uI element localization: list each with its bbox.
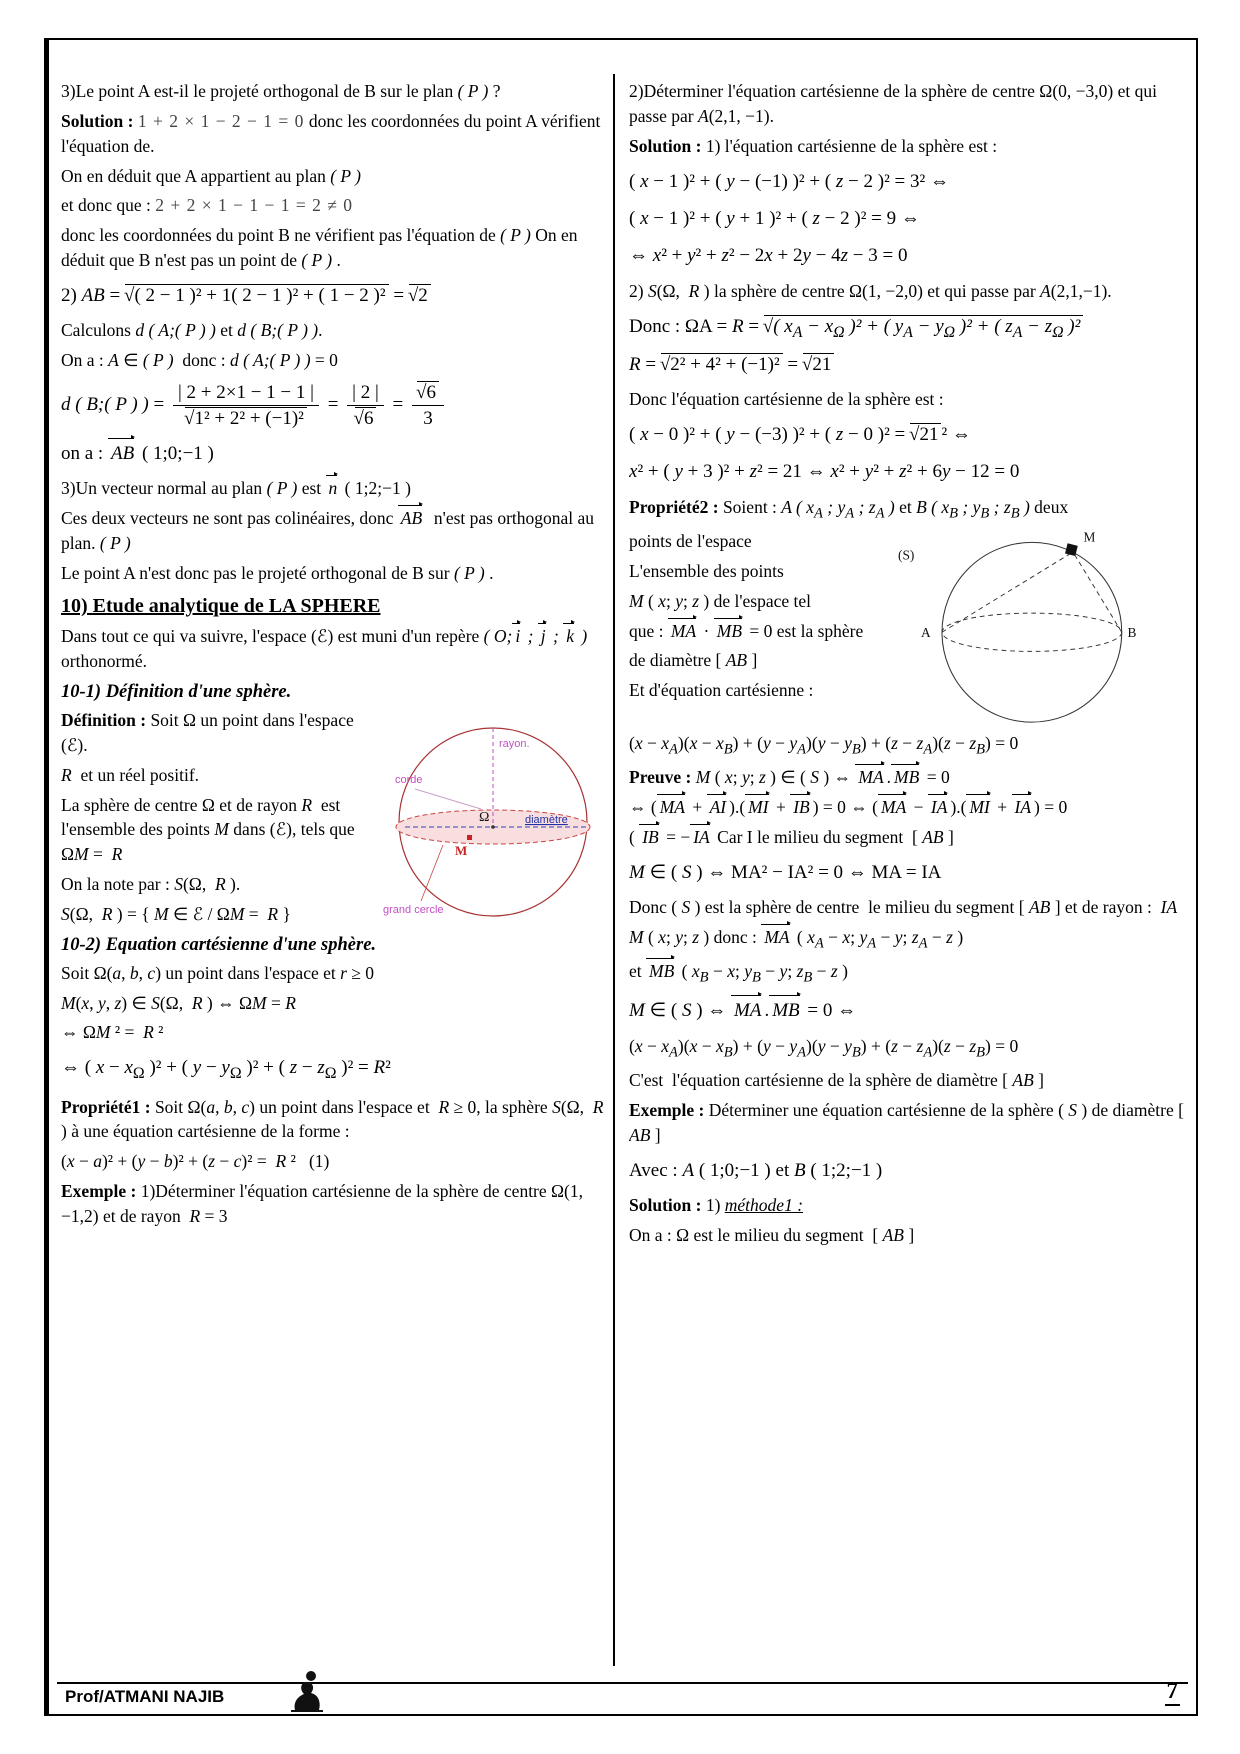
footer	[49, 1650, 1196, 1714]
text-line: Ces deux vecteurs ne sont pas colinéaires, donc AB n'est pas orthogonal au plan. ( P )	[61, 507, 595, 553]
formula-line: x² + ( y + 3 )² + z² = 21 ⇔ x² + y² + z² + 6y − 12 = 0	[629, 461, 1020, 483]
exemple-paragraph: Exemple : 1)Déterminer l'équation cartésienne de la sphère de centre Ω(1, −1,2) et de rayon R = 3	[61, 1181, 583, 1227]
text-line: Donc ( S ) est la sphère de centre le milieu du segment [ AB ] et de rayon : IA	[629, 897, 1178, 918]
label-point-m: M	[1083, 529, 1096, 545]
text-line: 3)Un vecteur normal au plan ( P ) est n ( 1;2;−1 )	[61, 476, 609, 501]
formula-line: 2) AB = √ ( 2 − 1 )² + 1( 2 − 1 )² + ( 1 − 2 )² = √ 2	[61, 281, 609, 310]
label-rayon: rayon.	[499, 738, 530, 751]
formula-line: ( x − 1 )² + ( y + 1 )² + ( z − 2 )² = 9 ⇔	[629, 207, 920, 229]
text-line: que : MA · MB = 0 est la sphère	[629, 619, 1189, 644]
formula-line: ⇔ x² + y² + z² − 2x + 2y − 4z − 3 = 0	[629, 245, 908, 267]
text-line: 2) S(Ω, R ) la sphère de centre Ω(1, −2,0) et qui passe par A(2,1,−1).	[629, 280, 1112, 301]
text-line: M(x, y, z) ∈ S(Ω, R ) ⇔ ΩM = R	[61, 992, 296, 1013]
solution-paragraph: Solution : 1) l'équation cartésienne de la sphère est :	[629, 135, 998, 156]
text-line: On a : A ∈ ( P ) donc : d ( A;( P ) ) = 0	[61, 350, 338, 371]
solution-methode-paragraph: Solution : 1) méthode1 :	[629, 1194, 804, 1215]
text-line: Soit Ω(a, b, c) un point dans l'espace et r ≥ 0	[61, 962, 375, 983]
text-line: Calculons d ( A;( P ) ) et d ( B;( P ) ).	[61, 320, 323, 341]
segment-bm	[1073, 552, 1122, 632]
text-line: ⇔ ΩM ² = R ²	[61, 1022, 164, 1043]
text-line: de diamètre [ AB ]	[629, 650, 758, 671]
footer-author: Prof/ATMANI NAJIB	[65, 1687, 225, 1706]
text-line: 2)Déterminer l'équation cartésienne de la sphère de centre Ω(0, −3,0) et qui passe par A(2,1, −1).	[629, 81, 1157, 126]
label-point-a: A	[920, 625, 931, 641]
text-line: Et d'équation cartésienne :	[629, 680, 814, 701]
text-line: R et un réel positif.	[61, 764, 200, 785]
sphere-outline	[942, 542, 1122, 722]
formula-line: (x − a)² + (y − b)² + (z − c)² = R ² (1)	[61, 1151, 330, 1172]
sphere-diameter-diagram	[871, 529, 1189, 727]
label-corde: corde	[395, 774, 423, 787]
page-number: 7	[1165, 1678, 1181, 1706]
text-line: Le point A n'est donc pas le projeté orthogonal de B sur ( P ) .	[61, 562, 494, 583]
propriete1-paragraph: Propriété1 : Soit Ω(a, b, c) un point dans l'espace et R ≥ 0, la sphère S(Ω, R ) à une équation cartésienne de la forme :	[61, 1096, 604, 1142]
text-line: On a : Ω est le milieu du segment [ AB ]	[629, 1224, 915, 1245]
formula-line: R = √ 2² + 4² + (−1)² = √ 21	[629, 350, 1189, 379]
text-line: L'ensemble des points	[629, 560, 784, 581]
propriete2-paragraph: Propriété2 : Soient : A ( $x_A$ ; $y_A$ ; $z_A$ ) et B ( $x_B$ ; $y_B$ ; $z_B$ ) deux	[629, 496, 1069, 522]
chord-line	[415, 789, 481, 809]
formula-line: on a : AB ( 1;0;−1 )	[61, 439, 609, 468]
formula-line: $(x - x_A)(x - x_B) + (y - y_A)(y - y_B) + (z - z_A)(z - z_B) = 0$	[629, 1035, 1019, 1061]
text-line: ( IB = − IA Car I le milieu du segment [ AB ]	[629, 825, 1189, 850]
column-divider	[613, 74, 615, 1666]
formula-line: M ( x; y; z ) donc : MA ( $x_A - x$; $y_A - y$; $z_A - z$ )	[629, 927, 964, 952]
equator-ellipse	[942, 613, 1122, 651]
label-grand-cercle: grand cercle	[383, 904, 444, 917]
question-projete-orthogonal: 3)Le point A est-il le projeté orthogonal de B sur le plan ( P ) ?	[61, 81, 501, 101]
text-line: La sphère de centre Ω et de rayon R est l'ensemble des points M dans (ℰ), tels que ΩM = R	[61, 794, 355, 865]
formula-line: ( x − 1 )² + ( y − (−1) )² + ( z − 2 )² = 3² ⇔	[629, 170, 949, 192]
label-sphere-s: (S)	[898, 547, 915, 563]
text-line: S(Ω, R ) = { M ∈ ℰ / ΩM = R }	[61, 903, 291, 924]
sphere-definition-diagram	[381, 707, 609, 925]
exemple-paragraph: Exemple : Déterminer une équation cartésienne de la sphère ( S ) de diamètre [ AB ]	[629, 1099, 1184, 1145]
center-point	[491, 825, 495, 829]
formula-line: Donc : ΩA = R = √ ( $x_A - x_\Omega$ )² + ( $y_A - y_\Omega$ )² + ( $z_A - z_\Omega$ )²	[629, 312, 1189, 342]
text-line: donc les coordonnées du point B ne vérifient pas l'équation de ( P ) On en déduit que B n'est pas un point de ( P ) .	[61, 225, 578, 271]
label-omega: Ω	[479, 810, 490, 826]
section-heading-sphere: 10) Etude analytique de LA SPHERE	[61, 595, 381, 618]
text-line: Donc l'équation cartésienne de la sphère est :	[629, 389, 944, 410]
formula-line: ⇔ ( $x - x_\Omega$ )² + ( $y - y_\Omega$ )² + ( $z - z_\Omega$ )² = R²	[61, 1057, 391, 1083]
text-line: C'est l'équation cartésienne de la sphère de diamètre [ AB ]	[629, 1070, 1044, 1091]
definition-paragraph: Définition : Soit Ω un point dans l'espace (ℰ).	[61, 710, 354, 755]
text-line: et donc que : 2 + 2 × 1 − 1 − 1 = 2 ≠ 0	[61, 195, 353, 216]
text-line: On la note par : S(Ω, R ).	[61, 874, 241, 895]
label-point-b: B	[1127, 625, 1137, 641]
right-column	[629, 74, 1189, 1654]
text-line: On en déduit que A appartient au plan ( P )	[61, 165, 362, 186]
formula-line: M ∈ ( S ) ⇔ MA . MB = 0 ⇔	[629, 996, 1189, 1025]
grand-cercle-pointer	[421, 845, 443, 901]
formula-line: $(x - x_A)(x - x_B) + (y - y_A)(y - y_B) + (z - z_A)(z - z_B) = 0$	[629, 733, 1019, 758]
text-line: M ( x; y; z ) de l'espace tel	[629, 590, 812, 611]
formula-line: ( x − 0 )² + ( y − (−3) )² + ( z − 0 )² = √ 21 ² ⇔	[629, 420, 1189, 449]
text-line: Dans tout ce qui va suivre, l'espace (ℰ) est muni d'un repère ( O; i ; j ; k ) orthonormé.	[61, 626, 588, 672]
subsection-heading-definition: 10-1) Définition d'une sphère.	[61, 682, 292, 703]
text-line: points de l'espace	[629, 531, 752, 552]
page-frame	[44, 38, 1198, 1716]
footer-logo-icon	[289, 1668, 323, 1712]
preuve-paragraph: Preuve : M ( x; y; z ) ∈ ( S ) ⇔ MA . MB = 0	[629, 765, 1189, 790]
label-point-m: M	[455, 843, 468, 859]
left-column	[61, 74, 609, 1654]
formula-fraction: d ( B;( P ) ) = | 2 + 2×1 − 1 − 1 | √ 1² + 2² + (−1)² = | 2 | √ 6 = √ $\frac{6}{3}$	[61, 381, 609, 431]
formula-line: Avec : A ( 1;0;−1 ) et B ( 1;2;−1 )	[629, 1159, 883, 1181]
formula-line: M ∈ ( S ) ⇔ MA² − IA² = 0 ⇔ MA = IA	[629, 861, 942, 883]
formula-line: et MB ( $x_B - x$; $y_B - y$; $z_B - z$ )	[629, 961, 848, 986]
solution-paragraph: Solution : 1 + 2 × 1 − 2 − 1 = 0 donc les coordonnées du point A vérifient l'équation de.	[61, 110, 601, 156]
formula-line: ⇔ ( MA + AI ).( MI + IB ) = 0 ⇔ ( MA − IA ).( MI + IA ) = 0	[629, 795, 1189, 820]
segment-am	[942, 552, 1073, 632]
subsection-heading-equation: 10-2) Equation cartésienne d'une sphère.	[61, 934, 377, 955]
label-diametre: diamètre	[525, 814, 568, 827]
point-m-marker	[467, 835, 472, 840]
